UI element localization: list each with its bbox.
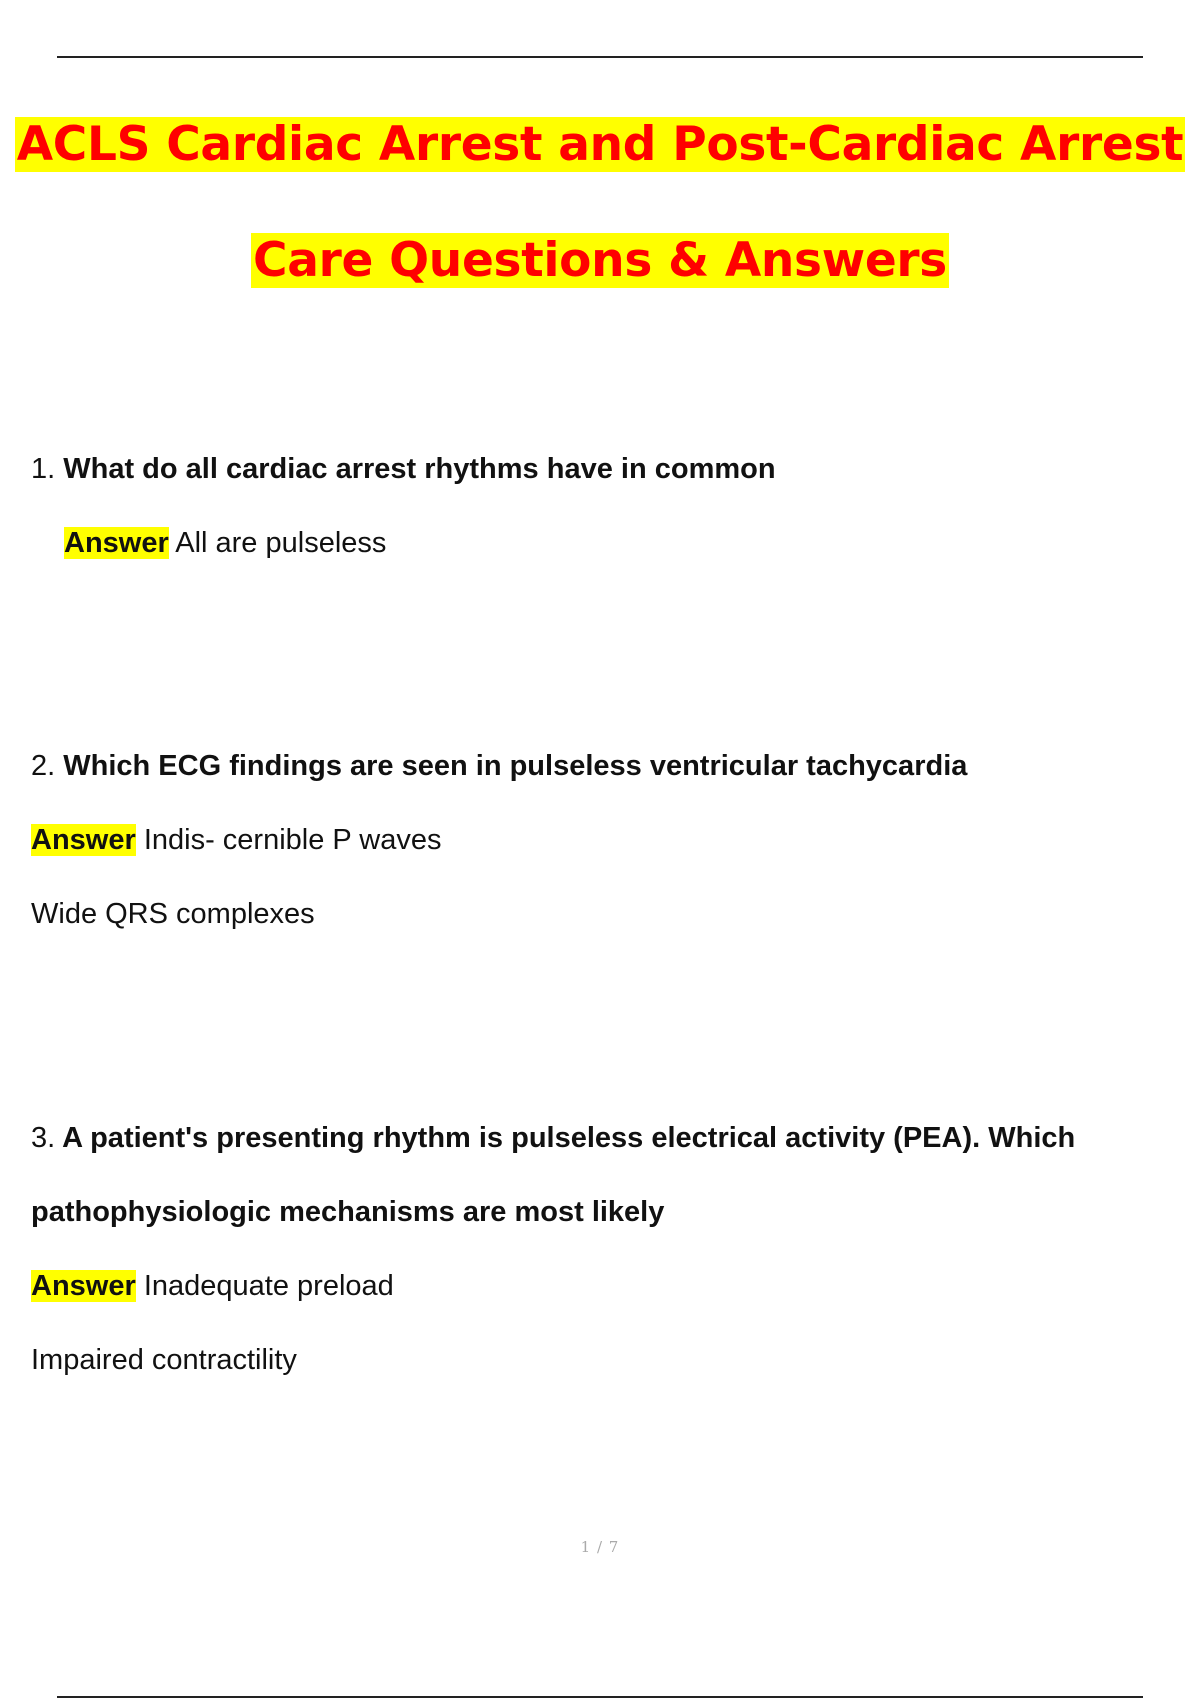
document-title-line-1	[0, 116, 1200, 174]
answer-1	[64, 523, 386, 563]
answer-3	[31, 1266, 394, 1306]
answer-3-text: Inadequate preload	[143, 1270, 394, 1302]
question-3	[31, 1118, 1181, 1158]
answer-2-continuation: Wide QRS complexes	[31, 898, 315, 930]
question-1-text: What do all cardiac arrest rhythms have in common	[63, 453, 776, 485]
answer-3-label: Answer	[31, 1270, 136, 1302]
answer-1-text: All are pulseless	[175, 527, 387, 559]
top-rule	[57, 56, 1143, 58]
answer-2-label: Answer	[31, 824, 136, 856]
title-text-1: ACLS Cardiac Arrest and Post-Cardiac Arrest	[16, 117, 1184, 172]
answer-2-text: Indis- cernible P waves	[143, 824, 442, 856]
title-text-2: Care Questions & Answers	[253, 233, 947, 288]
page-indicator: 1 / 7	[580, 1538, 620, 1556]
question-3-line-2	[31, 1192, 1181, 1232]
answer-3-continuation: Impaired contractility	[31, 1344, 297, 1376]
answer-2	[31, 820, 442, 860]
answer-1-label: Answer	[64, 527, 169, 559]
question-2-number: 2.	[31, 750, 56, 782]
bottom-rule	[57, 1696, 1143, 1698]
question-2-text: Which ECG findings are seen in pulseless ventricular tachycardia	[63, 750, 968, 782]
question-3-text-line-2: pathophysiologic mechanisms are most likely	[31, 1196, 665, 1228]
question-1-number: 1.	[31, 453, 56, 485]
document-title-line-2	[0, 232, 1200, 290]
question-2	[31, 746, 1181, 786]
question-3-number: 3.	[31, 1122, 56, 1154]
question-1	[31, 449, 1181, 489]
question-3-text-line-1: A patient's presenting rhythm is pulseless electrical activity (PEA). Which	[62, 1122, 1076, 1154]
